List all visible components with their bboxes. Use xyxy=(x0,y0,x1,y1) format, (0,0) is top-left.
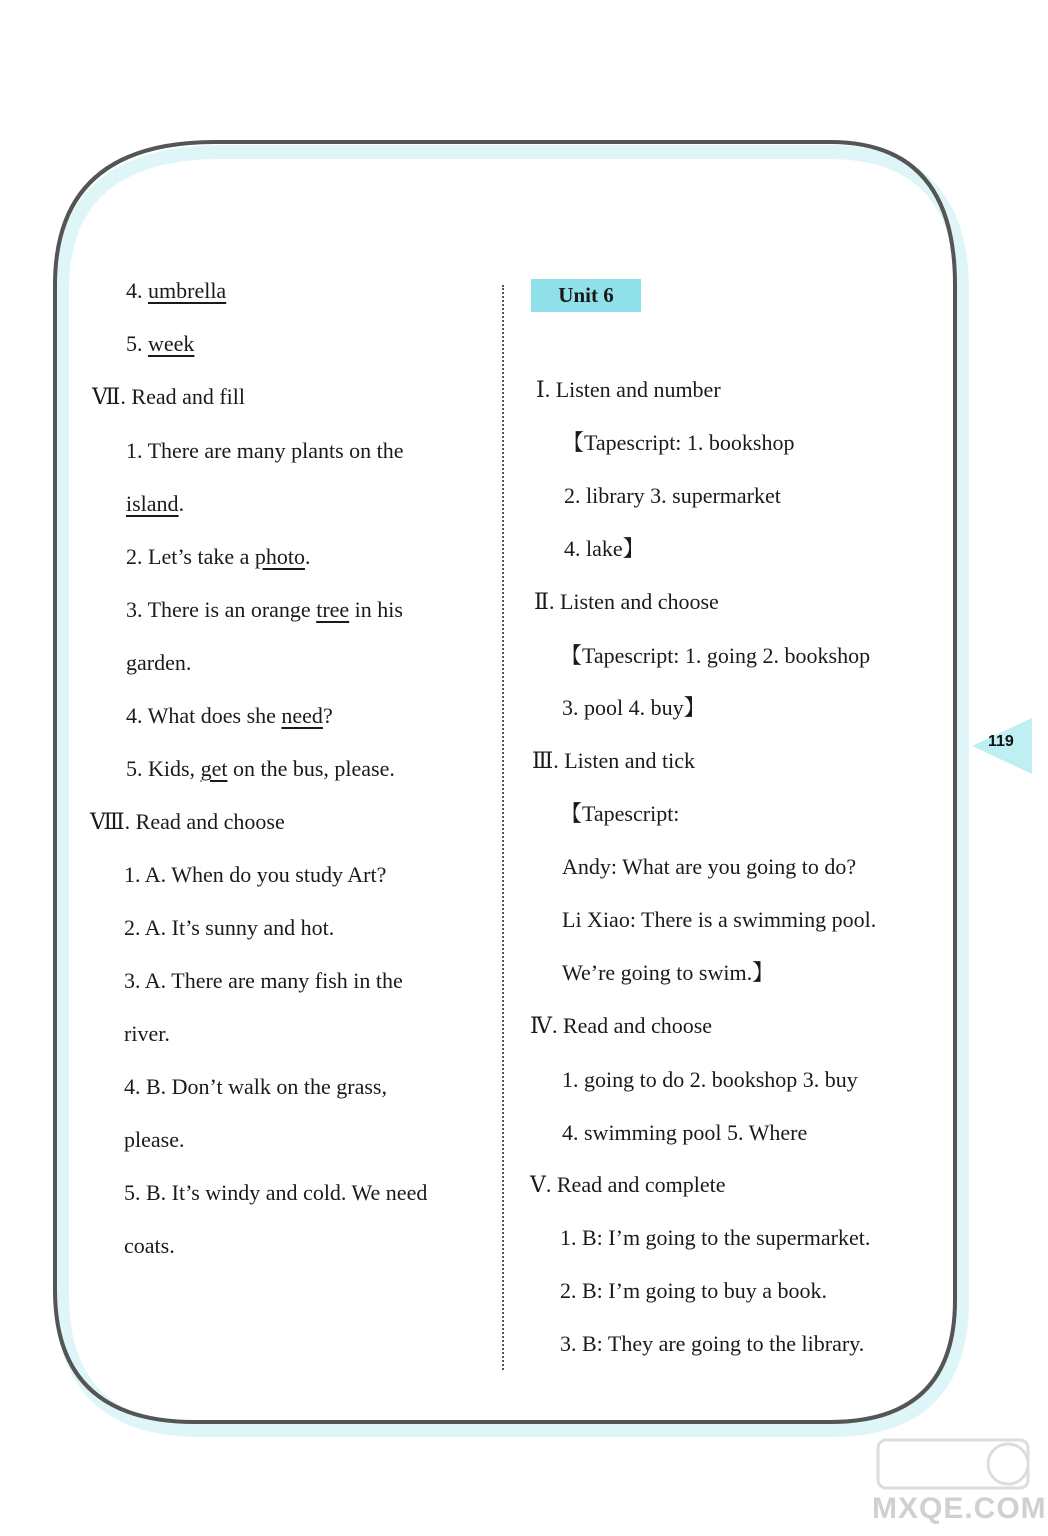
answer-line: 1. There are many plants on the xyxy=(126,438,404,463)
section-heading: Ⅱ. Listen and choose xyxy=(534,589,719,614)
answer-line: 4. What does she need? xyxy=(126,703,333,728)
answer-line: coats. xyxy=(124,1233,175,1258)
answer-line: Li Xiao: There is a swimming pool. xyxy=(562,907,877,932)
answer-line: 2. Let’s take a photo. xyxy=(126,544,311,569)
unit-badge: Unit 6 xyxy=(531,279,641,312)
answer-line: 1. A. When do you study Art? xyxy=(124,862,387,887)
answer-line: 4. lake】 xyxy=(564,536,645,561)
page-number-tab xyxy=(968,716,1034,776)
section-heading: Ⅴ. Read and complete xyxy=(530,1172,726,1197)
page-number: 119 xyxy=(988,733,1014,750)
answer-line: 3. There is an orange tree in his xyxy=(126,597,403,622)
answer-line: 3. pool 4. buy】 xyxy=(562,695,706,720)
answer-line: 【Tapescript: 1. bookshop xyxy=(562,430,795,455)
answer-line: 5. week xyxy=(126,331,195,356)
answer-line: 【Tapescript: 1. going 2. bookshop xyxy=(560,643,871,668)
answer-line: please. xyxy=(124,1127,185,1152)
answer-line: 2. library 3. supermarket xyxy=(564,483,781,508)
section-heading: Ⅲ. Listen and tick xyxy=(532,748,695,773)
answer-line: Andy: What are you going to do? xyxy=(562,854,857,879)
column-divider xyxy=(502,285,504,1370)
answer-line: 4. swimming pool 5. Where xyxy=(562,1120,808,1145)
answer-line: 4. B. Don’t walk on the grass, xyxy=(124,1074,387,1099)
answer-line: We’re going to swim.】 xyxy=(562,960,775,985)
answer-line: 5. Kids, get on the bus, please. xyxy=(126,756,395,781)
answer-line: 5. B. It’s windy and cold. We need xyxy=(124,1180,428,1205)
answer-line: 1. B: I’m going to the supermarket. xyxy=(560,1225,871,1250)
answer-line: garden. xyxy=(126,650,192,675)
answer-line: island. xyxy=(126,491,185,516)
answer-line: 3. A. There are many fish in the xyxy=(124,968,403,993)
watermark-text: MXQE.COM xyxy=(872,1492,1047,1525)
answer-line: 4. umbrella xyxy=(126,278,227,303)
section-heading: Ⅰ. Listen and number xyxy=(536,377,721,402)
answer-line: 1. going to do 2. bookshop 3. buy xyxy=(562,1067,858,1092)
answer-line: 【Tapescript: xyxy=(560,801,680,826)
section-heading: Ⅶ. Read and fill xyxy=(92,384,246,409)
section-heading: Ⅷ. Read and choose xyxy=(90,809,285,834)
answer-line: 2. A. It’s sunny and hot. xyxy=(124,915,335,940)
section-heading: Ⅳ. Read and choose xyxy=(530,1013,713,1038)
answer-line: 2. B: I’m going to buy a book. xyxy=(560,1278,828,1303)
answer-line: 3. B: They are going to the library. xyxy=(560,1331,865,1356)
answer-line: river. xyxy=(124,1021,170,1046)
